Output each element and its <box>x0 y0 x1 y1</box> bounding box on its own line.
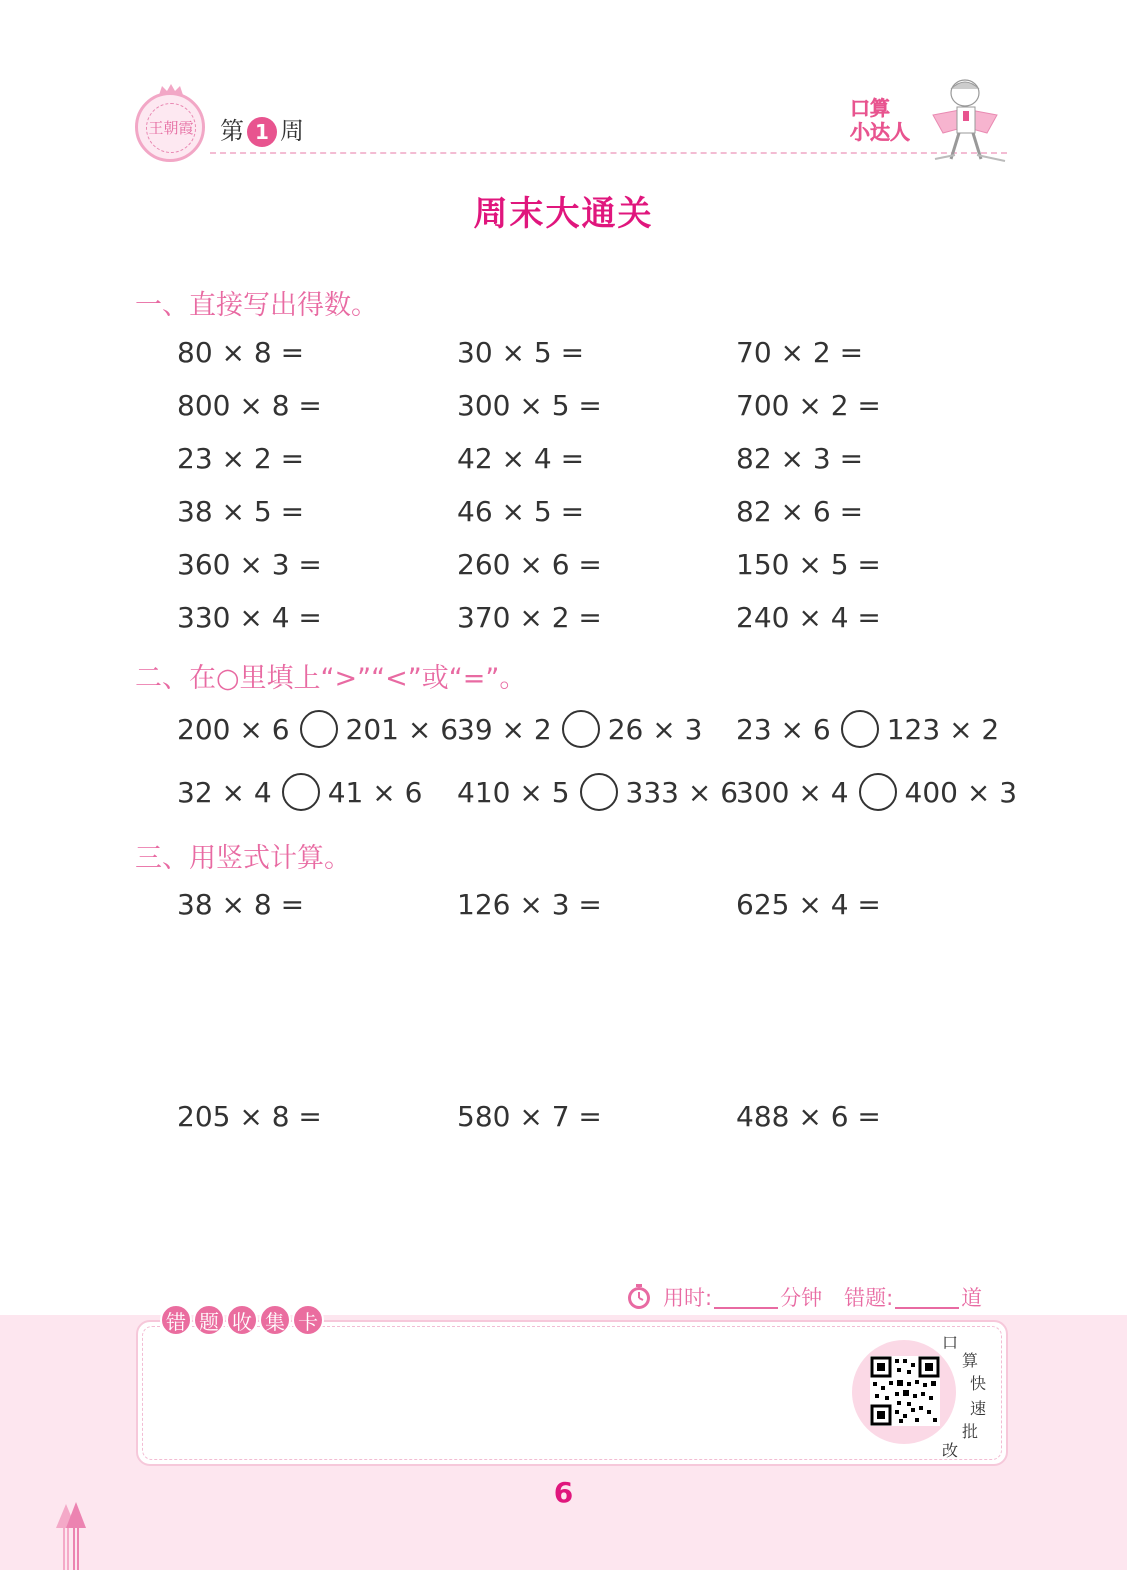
qr-code-icon[interactable] <box>870 1356 940 1426</box>
answer-circle[interactable] <box>300 710 338 748</box>
publisher-seal-logo <box>135 92 205 162</box>
week-suffix: 周 <box>280 117 304 145</box>
comparison-problem <box>177 773 422 811</box>
vertical-problem: 126 × 3 = <box>457 888 602 921</box>
qr-caption <box>938 1328 988 1458</box>
answer-circle[interactable] <box>580 773 618 811</box>
badge-line-2: 小达人 <box>850 120 910 144</box>
section-3-heading: 三、用竖式计算。 <box>135 843 351 874</box>
errors-label: 错题: <box>844 1286 894 1310</box>
section-2-heading: 二、在○里填上“>”“<”或“=”。 <box>135 663 527 694</box>
card-title-char: 集 <box>259 1304 291 1336</box>
problem: 150 × 5 = <box>736 548 881 581</box>
vertical-problem: 488 × 6 = <box>736 1100 881 1133</box>
stopwatch-icon <box>625 1283 653 1311</box>
problem: 38 × 5 = <box>177 495 305 528</box>
left-expression: 32 × 4 <box>177 775 272 809</box>
time-label: 用时: <box>663 1286 713 1310</box>
crown-icon <box>158 84 184 96</box>
problem: 80 × 8 = <box>177 336 305 369</box>
left-expression: 39 × 2 <box>457 712 552 746</box>
time-record <box>625 1282 982 1312</box>
problem: 46 × 5 = <box>457 495 585 528</box>
header-divider <box>210 152 1007 154</box>
comparison-problem <box>736 710 999 748</box>
qr-caption-char: 速 <box>970 1399 987 1418</box>
problem: 800 × 8 = <box>177 389 322 422</box>
problem: 30 × 5 = <box>457 336 585 369</box>
problem: 300 × 5 = <box>457 389 602 422</box>
time-blank[interactable] <box>714 1285 778 1309</box>
right-expression: 201 × 6 <box>345 712 459 746</box>
qr-caption-char: 快 <box>970 1374 987 1393</box>
problem: 42 × 4 = <box>457 442 585 475</box>
problem: 330 × 4 = <box>177 601 322 634</box>
problem: 360 × 3 = <box>177 548 322 581</box>
comparison-problem <box>457 773 738 811</box>
card-title-char: 题 <box>193 1304 225 1336</box>
vertical-problem: 205 × 8 = <box>177 1100 322 1133</box>
mistake-card-title <box>160 1304 325 1336</box>
left-expression: 410 × 5 <box>457 775 570 809</box>
errors-unit: 道 <box>961 1286 983 1310</box>
right-expression: 41 × 6 <box>327 775 423 809</box>
right-expression: 333 × 6 <box>625 775 739 809</box>
week-label <box>220 114 304 148</box>
seal-text: 王朝霞 <box>146 103 196 153</box>
problem: 700 × 2 = <box>736 389 881 422</box>
qr-caption-char: 改 <box>942 1441 959 1460</box>
week-prefix: 第 <box>220 117 244 145</box>
problem: 82 × 6 = <box>736 495 864 528</box>
problem: 240 × 4 = <box>736 601 881 634</box>
answer-circle[interactable] <box>282 773 320 811</box>
comparison-problem <box>457 710 702 748</box>
qr-caption-char: 算 <box>962 1351 979 1370</box>
vertical-problem: 38 × 8 = <box>177 888 305 921</box>
left-expression: 23 × 6 <box>736 712 831 746</box>
page-title: 周末大通关 <box>473 194 654 234</box>
answer-circle[interactable] <box>562 710 600 748</box>
right-expression: 400 × 3 <box>904 775 1018 809</box>
errors-blank[interactable] <box>895 1285 959 1309</box>
time-unit: 分钟 <box>780 1286 823 1310</box>
right-expression: 26 × 3 <box>607 712 703 746</box>
page-number: 6 <box>553 1476 574 1509</box>
right-expression: 123 × 2 <box>886 712 1000 746</box>
vertical-problem: 580 × 7 = <box>457 1100 602 1133</box>
problem: 82 × 3 = <box>736 442 864 475</box>
brand-badge <box>850 96 924 148</box>
badge-line-1: 口算 <box>850 96 890 120</box>
comparison-problem <box>177 710 458 748</box>
week-number-badge: 1 <box>247 117 277 147</box>
qr-caption-char: 批 <box>962 1422 979 1441</box>
card-title-char: 错 <box>160 1304 192 1336</box>
vertical-problem: 625 × 4 = <box>736 888 881 921</box>
left-expression: 300 × 4 <box>736 775 849 809</box>
problem: 260 × 6 = <box>457 548 602 581</box>
left-expression: 200 × 6 <box>177 712 290 746</box>
card-title-char: 收 <box>226 1304 258 1336</box>
arrow-up-icon <box>54 1500 88 1570</box>
answer-circle[interactable] <box>859 773 897 811</box>
problem: 23 × 2 = <box>177 442 305 475</box>
card-title-char: 卡 <box>292 1304 324 1336</box>
problem: 370 × 2 = <box>457 601 602 634</box>
qr-caption-char: 口 <box>942 1333 959 1352</box>
comparison-problem <box>736 773 1017 811</box>
section-1-heading: 一、直接写出得数。 <box>135 290 378 321</box>
problem: 70 × 2 = <box>736 336 864 369</box>
answer-circle[interactable] <box>841 710 879 748</box>
cartoon-kid-icon <box>925 75 1015 167</box>
